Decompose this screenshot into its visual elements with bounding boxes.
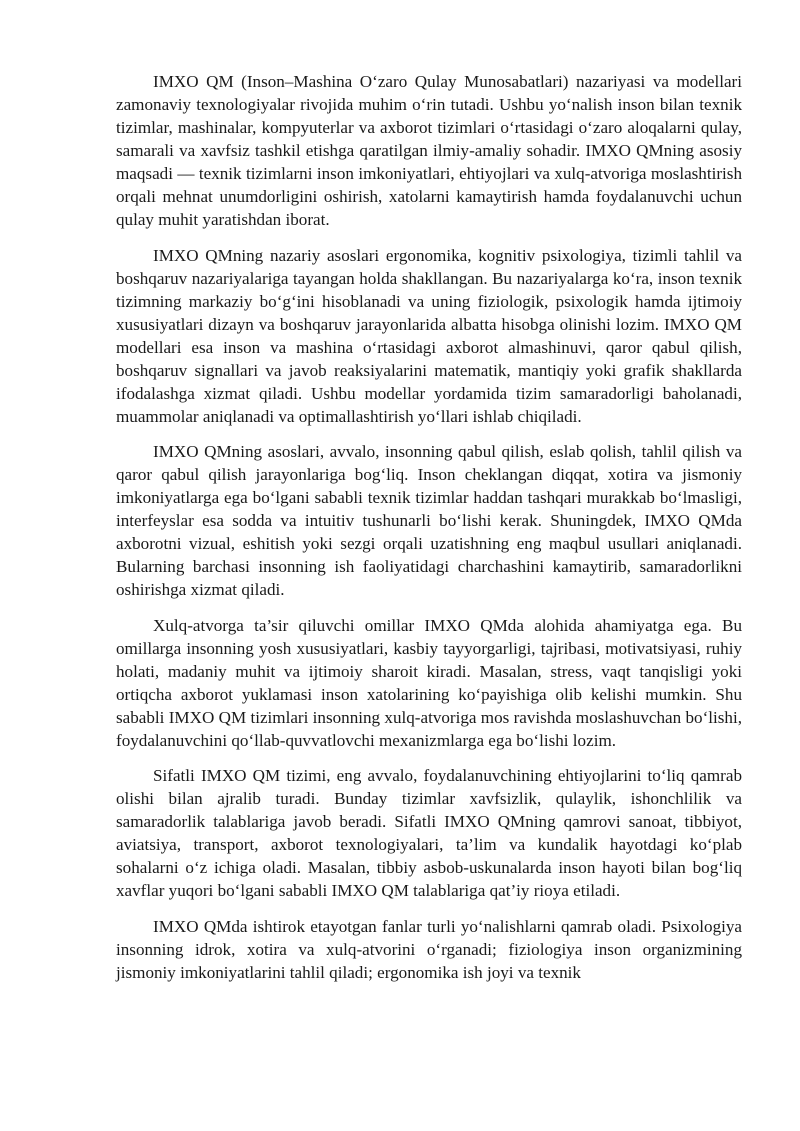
paragraph-5: Sifatli IMXO QM tizimi, eng avvalo, foydalanuvchining ehtiyojlarini to‘liq qamrab olishi bilan ajralib turadi. Bunday tizimlar xavfsizlik, qulaylik, ishonchlilik va samaradorlik talablariga javob beradi. Sifatli IMXO QMning qamrovi sanoat, tibbiyot, aviatsiya, transport, axborot texnologiyalari, ta’lim va kundalik hayotdagi ko‘plab sohalarni o‘z ichiga oladi. Masalan, tibbiy asbob-uskunalarda inson hayoti bilan bog‘liq xavflar yuqori bo‘lgani sababli IMXO QM talablariga qat’iy rioya etiladi.: [116, 766, 742, 900]
paragraph-1: IMXO QM (Inson–Mashina O‘zaro Qulay Munosabatlari) nazariyasi va modellari zamonaviy texnologiyalar rivojida muhim o‘rin tutadi. Ushbu yo‘nalish inson bilan texnik tizimlar, mashinalar, kompyuterlar va axborot tizimlari o‘rtasidagi o‘zaro aloqalarni qulay, samarali va xavfsiz tashkil etishga qaratilgan ilmiy-amaliy sohadir. IMXO QMning asosiy maqsadi — texnik tizimlarni inson imkoniyatlari, ehtiyojlari va xulq-atvoriga moslashtirish orqali mehnat unumdorligini oshirish, xatolarni kamaytirish hamda foydalanuvchi uchun qulay muhit yaratishdan iborat.: [116, 72, 742, 229]
paragraph-4: Xulq-atvorga ta’sir qiluvchi omillar IMXO QMda alohida ahamiyatga ega. Bu omillarga insonning yosh xususiyatlari, kasbiy tayyorgarligi, tajribasi, motivatsiyasi, ruhiy holati, madaniy muhit va ijtimoiy sharoit kiradi. Masalan, stress, vaqt tanqisligi yoki ortiqcha axborot yuklamasi inson xatolarining ko‘payishiga olib kelishi mumkin. Shu sababli IMXO QM tizimlari insonning xulq-atvoriga mos ravishda moslashuvchan bo‘lishi, foydalanuvchini qo‘llab-quvvatlovchi mexanizmlarga ega bo‘lishi lozim.: [116, 615, 742, 750]
document-body: [116, 70, 742, 996]
paragraph-3: IMXO QMning asoslari, avvalo, insonning qabul qilish, eslab qolish, tahlil qilish va qaror qabul qilish jarayonlariga bog‘liq. Inson cheklangan diqqat, xotira va jismoniy imkoniyatlarga ega bo‘lgani sababli texnik tizimlar haddan tashqari murakkab bo‘lmasligi, interfeyslar esa sodda va intuitiv tushunarli bo‘lishi kerak. Shuningdek, IMXO QMda axborotni vizual, eshitish yoki sezgi orqali uzatishning eng maqbul usullari aniqlanadi. Bularning barchasi insonning ish faoliyatidagi charchashini kamaytirib, samaradorlikni oshirishga xizmat qiladi.: [116, 442, 742, 599]
paragraph-2: IMXO QMning nazariy asoslari ergonomika, kognitiv psixologiya, tizimli tahlil va boshqaruv nazariyalariga tayangan holda shakllangan. Bu nazariyalarga ko‘ra, inson texnik tizimning markaziy bo‘g‘ini hisoblanadi va uning fiziologik, psixologik hamda ijtimoiy xususiyatlari dizayn va boshqaruv jarayonlarida albatta hisobga olinishi lozim. IMXO QM modellari esa inson va mashina o‘rtasidagi axborot almashinuvi, qaror qabul qilish, boshqaruv signallari va javob reaksiyalarini matematik, mantiqiy yoki grafik shakllarda ifodalashga xizmat qiladi. Ushbu modellar yordamida tizim samaradorligi baholanadi, muammolar aniqlanadi va optimallashtirish yo‘llari ishlab chiqiladi.: [116, 245, 742, 426]
paragraph-6: IMXO QMda ishtirok etayotgan fanlar turli yo‘nalishlarni qamrab oladi. Psixologiya insonning idrok, xotira va xulq-atvorini o‘rganadi; fiziologiya inson organizmining jismoniy imkoniyatlarini tahlil qiladi; ergonomika ish joyi va texnik: [116, 916, 742, 982]
